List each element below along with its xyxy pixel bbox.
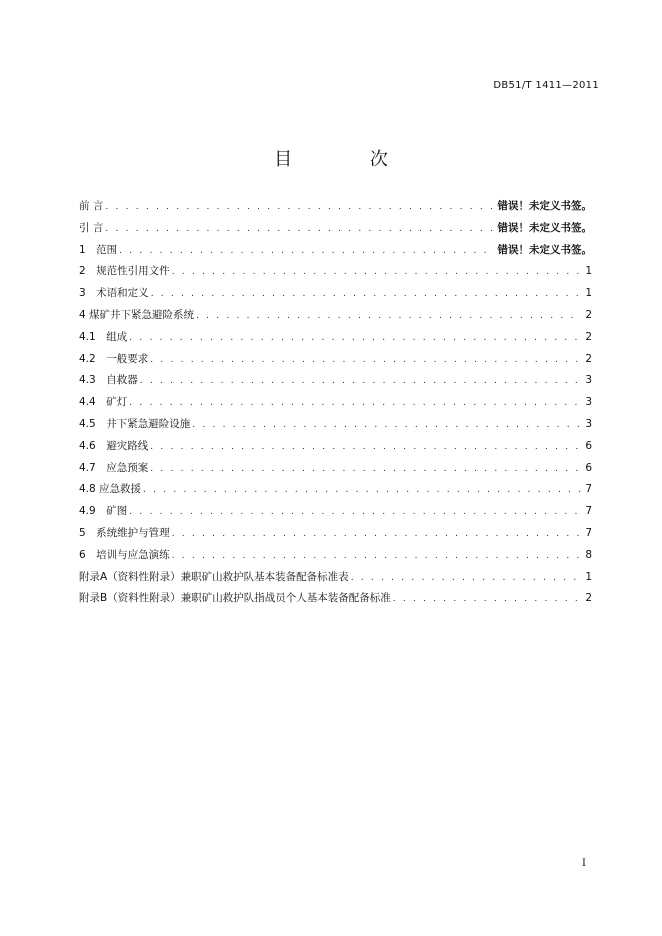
toc-entry[interactable] — [79, 394, 592, 416]
toc-entry-page: 2 — [585, 352, 592, 365]
toc-dot-leader — [192, 420, 581, 430]
toc-entry-page: 1 — [585, 287, 592, 300]
toc-entry[interactable] — [79, 503, 592, 525]
toc-entry-label: 3 术语和定义 — [79, 287, 149, 300]
toc-entry-label: 前 言 — [79, 200, 104, 212]
toc-entry[interactable] — [79, 351, 592, 373]
toc-entry-label: 4.9 矿图 — [79, 505, 128, 518]
page-title: 目 次 — [274, 149, 424, 170]
toc-entry[interactable] — [79, 285, 592, 307]
toc-entry[interactable] — [79, 569, 592, 591]
toc-entry-page: 7 — [585, 526, 592, 539]
toc-entry[interactable] — [79, 481, 592, 503]
toc-entry[interactable] — [79, 460, 592, 482]
toc-entry-page: 6 — [585, 461, 592, 474]
toc-entry-page: 2 — [585, 330, 592, 343]
toc-entry-page: 1 — [585, 265, 592, 278]
toc-entry-label: 4.8 应急救援 — [79, 483, 142, 496]
toc-dot-leader — [172, 551, 582, 561]
toc-dot-leader — [119, 246, 493, 256]
toc-entry-page: 3 — [585, 374, 592, 387]
toc-entry-page: 2 — [585, 308, 592, 321]
toc-entry[interactable] — [79, 329, 592, 351]
toc-entry-label: 4 煤矿井下紧急避险系统 — [79, 308, 195, 321]
toc-dot-leader — [129, 333, 581, 343]
toc-entry-label: 附录A（资料性附录）兼职矿山救护队基本装备配备标准表 — [79, 570, 349, 583]
toc-entry-page: 3 — [585, 396, 592, 409]
toc-dot-leader — [105, 202, 493, 212]
toc-entry-label: 4.5 井下紧急避险设施 — [79, 417, 191, 430]
toc-dot-leader — [143, 485, 581, 495]
toc-entry-page: 2 — [585, 592, 592, 605]
toc-entry-page: 7 — [585, 505, 592, 518]
toc-entry-label: 4.4 矿灯 — [79, 396, 128, 409]
toc-dot-leader — [140, 376, 582, 386]
toc-dot-leader — [172, 529, 582, 539]
toc-entry[interactable] — [79, 263, 592, 285]
standard-number: DB51/T 1411—2011 — [493, 80, 599, 91]
toc-entry-page: 错误！未定义书签。 — [497, 243, 592, 256]
toc-dot-leader — [393, 594, 582, 604]
toc-entry[interactable] — [79, 590, 592, 612]
toc-entry-page: 3 — [585, 417, 592, 430]
toc-dot-leader — [150, 442, 581, 452]
toc-entry-label: 4.6 避灾路线 — [79, 439, 149, 452]
toc-entry[interactable] — [79, 438, 592, 460]
toc-dot-leader — [129, 398, 581, 408]
toc-entry[interactable] — [79, 242, 592, 264]
toc-dot-leader — [150, 355, 581, 365]
page-number: I — [582, 858, 586, 869]
toc-entry[interactable] — [79, 198, 592, 220]
toc-entry-page: 错误！未定义书签。 — [497, 221, 592, 234]
toc-entry-label: 4.1 组成 — [79, 330, 128, 343]
table-of-contents — [79, 198, 592, 612]
toc-entry[interactable] — [79, 372, 592, 394]
toc-dot-leader — [150, 464, 581, 474]
toc-dot-leader — [105, 224, 493, 234]
toc-entry-label: 1 范围 — [79, 243, 118, 256]
toc-entry-label: 4.7 应急预案 — [79, 461, 149, 474]
toc-dot-leader — [151, 289, 582, 299]
toc-entry-page: 8 — [585, 548, 592, 561]
toc-dot-leader — [172, 267, 582, 277]
toc-entry-label: 2 规范性引用文件 — [79, 265, 170, 278]
toc-entry[interactable] — [79, 220, 592, 242]
toc-entry[interactable] — [79, 416, 592, 438]
toc-entry-page: 6 — [585, 439, 592, 452]
toc-entry-page: 错误！未定义书签。 — [497, 200, 592, 212]
toc-entry-label: 4.2 一般要求 — [79, 352, 149, 365]
toc-entry-label: 6 培训与应急演练 — [79, 548, 170, 561]
toc-entry[interactable] — [79, 525, 592, 547]
toc-dot-leader — [129, 507, 581, 517]
toc-entry-label: 引 言 — [79, 221, 104, 234]
toc-entry-label: 4.3 自救器 — [79, 374, 138, 387]
toc-entry-label: 附录B（资料性附录）兼职矿山救护队指战员个人基本装备配备标准 — [79, 592, 391, 605]
toc-entry[interactable] — [79, 547, 592, 569]
toc-entry-label: 5 系统维护与管理 — [79, 526, 170, 539]
toc-entry-page: 1 — [585, 570, 592, 583]
toc-dot-leader — [351, 573, 582, 583]
toc-entry[interactable] — [79, 307, 592, 329]
toc-dot-leader — [196, 311, 581, 321]
toc-entry-page: 7 — [585, 483, 592, 496]
